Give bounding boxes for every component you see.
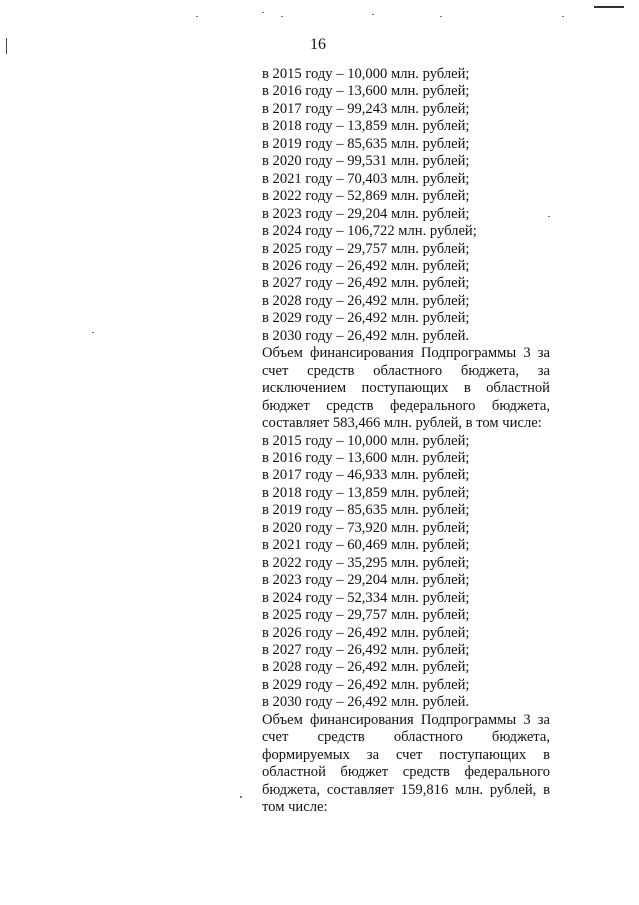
paragraph-regional-budget: Объем финансирования Подпрограммы 3 за счет средств областного бюджета, за исключением поступающих в областной бюджет средств федерального бюджета, составляет 583,466 млн. рублей, в том числе: bbox=[262, 345, 550, 432]
list-item: в 2017 году – 99,243 млн. рублей; bbox=[262, 100, 470, 117]
list-item: в 2028 году – 26,492 млн. рублей; bbox=[262, 292, 470, 309]
scan-speck bbox=[281, 16, 283, 17]
funding-list-total bbox=[262, 66, 550, 345]
list-item: в 2025 году – 29,757 млн. рублей; bbox=[262, 607, 470, 624]
list-item: в 2021 году – 60,469 млн. рублей; bbox=[262, 537, 470, 554]
list-item: в 2028 году – 26,492 млн. рублей; bbox=[262, 659, 470, 676]
scan-edge-mark bbox=[594, 6, 624, 8]
list-item: в 2015 году – 10,000 млн. рублей; bbox=[262, 432, 470, 449]
list-item: в 2030 году – 26,492 млн. рублей. bbox=[262, 694, 470, 711]
scan-speck bbox=[262, 12, 264, 13]
scan-speck bbox=[196, 16, 198, 17]
scan-speck bbox=[440, 16, 442, 17]
list-item: в 2018 году – 13,859 млн. рублей; bbox=[262, 484, 470, 501]
list-item: в 2019 году – 85,635 млн. рублей; bbox=[262, 135, 470, 152]
scan-speck bbox=[372, 14, 374, 15]
scan-speck bbox=[92, 332, 94, 333]
scan-speck bbox=[240, 796, 242, 798]
list-item: в 2026 году – 26,492 млн. рублей; bbox=[262, 624, 470, 641]
list-item: в 2030 году – 26,492 млн. рублей. bbox=[262, 327, 470, 344]
list-item: в 2015 году – 10,000 млн. рублей; bbox=[262, 66, 470, 82]
list-item: в 2027 году – 26,492 млн. рублей; bbox=[262, 275, 470, 292]
list-item: в 2027 году – 26,492 млн. рублей; bbox=[262, 641, 470, 658]
list-item: в 2025 году – 29,757 млн. рублей; bbox=[262, 240, 470, 257]
document-body bbox=[262, 66, 550, 816]
list-item: в 2018 году – 13,859 млн. рублей; bbox=[262, 118, 470, 135]
funding-list-regional bbox=[262, 433, 550, 712]
list-item: в 2029 году – 26,492 млн. рублей; bbox=[262, 310, 470, 327]
list-item: в 2024 году – 106,722 млн. рублей; bbox=[262, 223, 477, 240]
list-item: в 2021 году – 70,403 млн. рублей; bbox=[262, 170, 470, 187]
list-item: в 2022 году – 35,295 млн. рублей; bbox=[262, 554, 470, 571]
list-item: в 2016 году – 13,600 млн. рублей; bbox=[262, 449, 470, 466]
paragraph-federal-transfers: Объем финансирования Подпрограммы 3 за счет средств областного бюджета, формируемых за счет поступающих в областной бюджет средств федерального бюджета, составляет 159,816 млн. рублей, в том числе: bbox=[262, 711, 550, 816]
list-item: в 2019 году – 85,635 млн. рублей; bbox=[262, 502, 470, 519]
list-item: в 2023 году – 29,204 млн. рублей; bbox=[262, 572, 470, 589]
scan-edge-mark bbox=[6, 38, 7, 54]
list-item: в 2029 году – 26,492 млн. рублей; bbox=[262, 676, 470, 693]
list-item: в 2024 году – 52,334 млн. рублей; bbox=[262, 589, 470, 606]
list-item: в 2020 году – 73,920 млн. рублей; bbox=[262, 519, 470, 536]
list-item: в 2026 году – 26,492 млн. рублей; bbox=[262, 257, 470, 274]
page-number: 16 bbox=[310, 36, 326, 53]
scan-speck bbox=[562, 16, 564, 17]
list-item: в 2023 году – 29,204 млн. рублей; bbox=[262, 205, 470, 222]
list-item: в 2017 году – 46,933 млн. рублей; bbox=[262, 467, 470, 484]
list-item: в 2016 году – 13,600 млн. рублей; bbox=[262, 83, 470, 100]
list-item: в 2022 году – 52,869 млн. рублей; bbox=[262, 188, 470, 205]
list-item: в 2020 году – 99,531 млн. рублей; bbox=[262, 153, 470, 170]
